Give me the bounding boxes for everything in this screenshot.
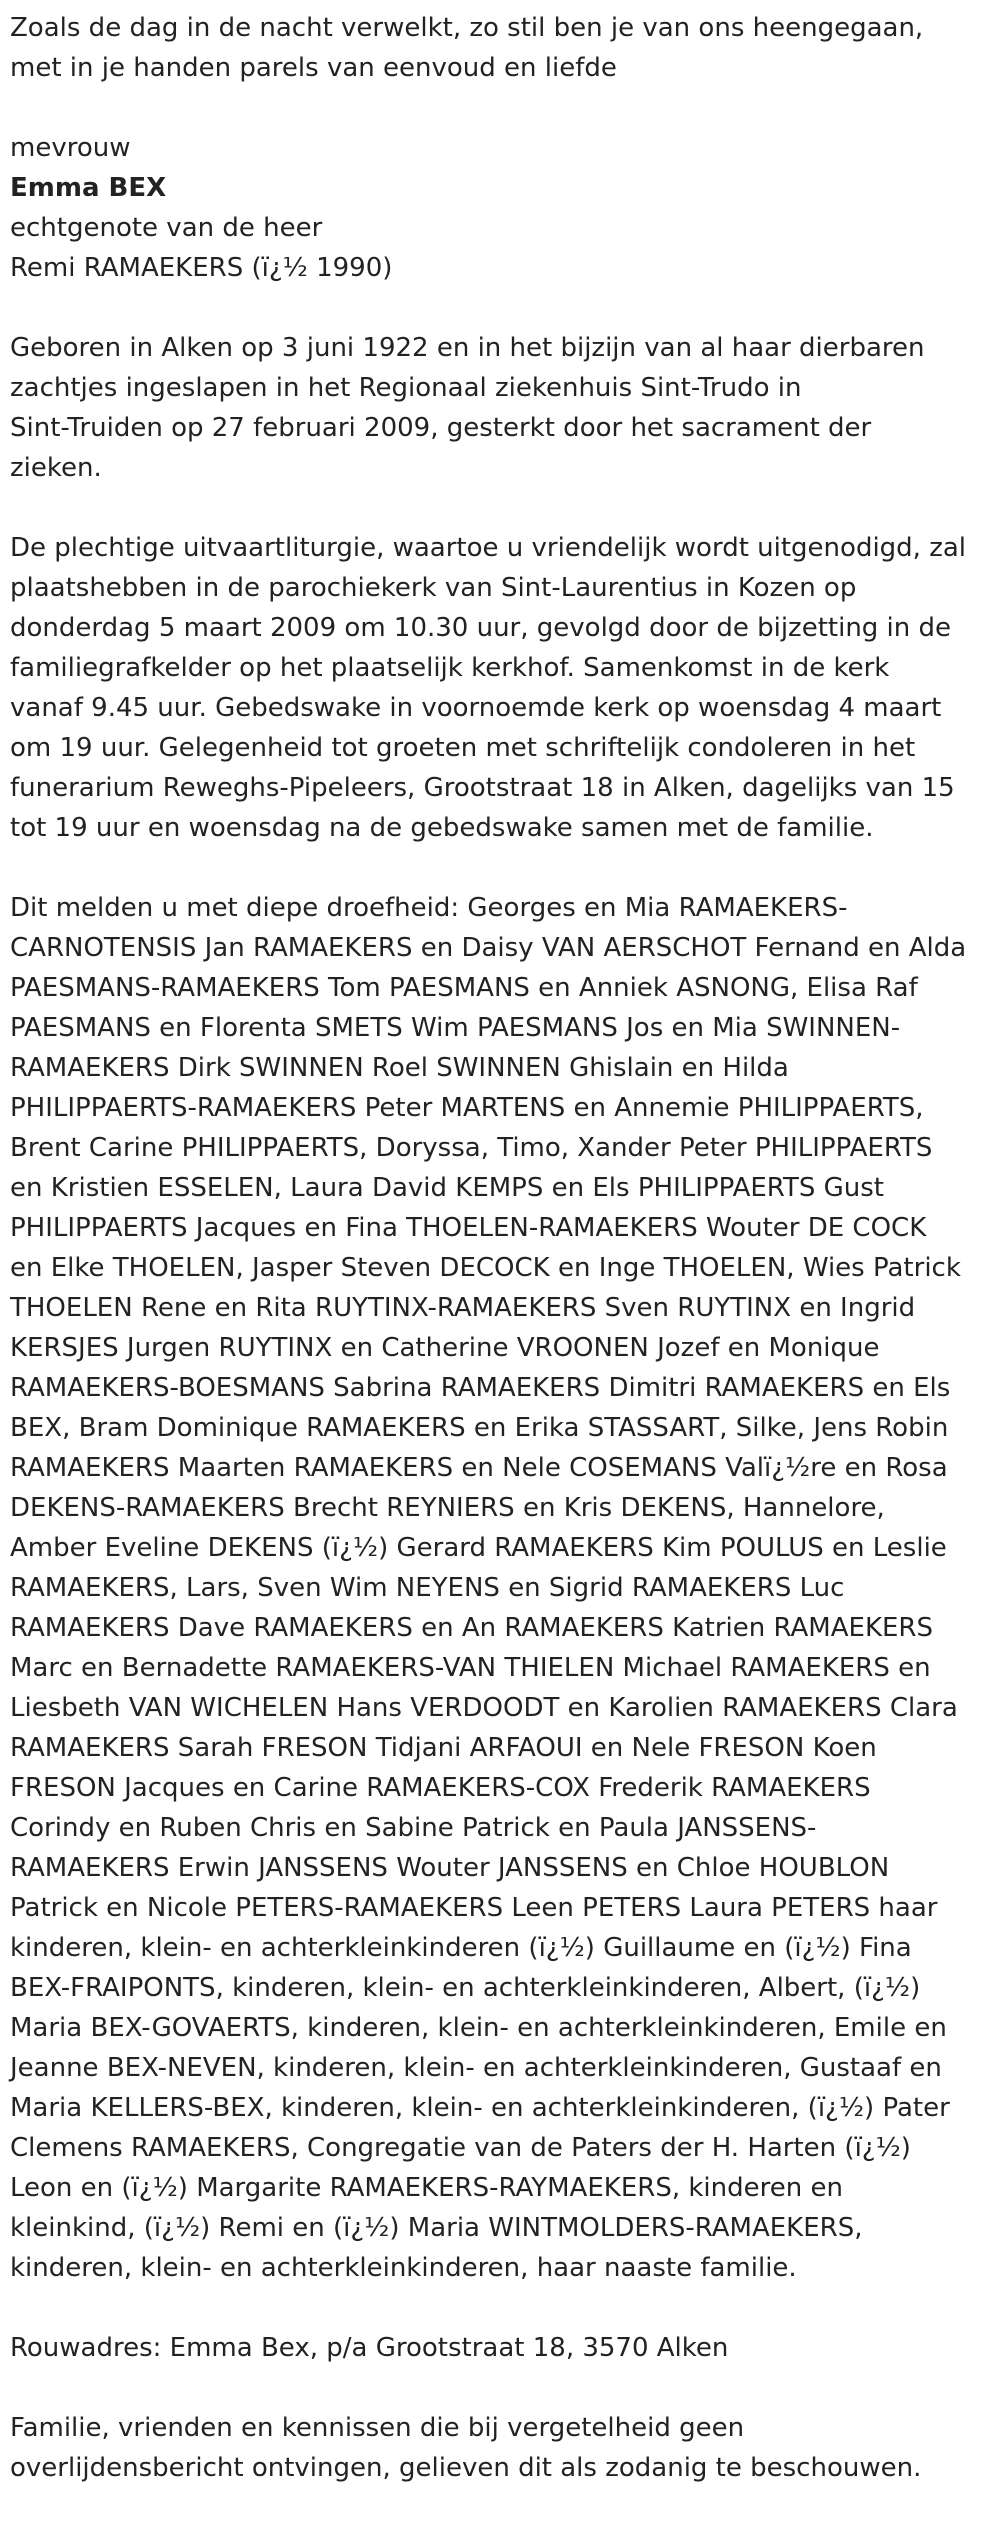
text-line: Corindy en Ruben Chris en Sabine Patrick en Paula JANSSENS- [10, 1813, 817, 1843]
text-line: DEKENS-RAMAEKERS Brecht REYNIERS en Kris DEKENS, Hannelore, [10, 1493, 885, 1523]
text-line: RAMAEKERS Sarah FRESON Tidjani ARFAOUI en Nele FRESON Koen [10, 1733, 877, 1763]
text-line: Zoals de dag in de nacht verwelkt, zo stil ben je van ons heengegaan, [10, 13, 924, 43]
text-line: Marc en Bernadette RAMAEKERS-VAN THIELEN Michael RAMAEKERS en [10, 1653, 931, 1683]
funeral-paragraph [10, 528, 990, 848]
text-line: kinderen, klein- en achterkleinkinderen, haar naaste familie. [10, 2253, 797, 2283]
text-line: Leon en (ï¿½) Margarite RAMAEKERS-RAYMAEKERS, kinderen en [10, 2173, 843, 2203]
text-line: Maria KELLERS-BEX, kinderen, klein- en achterkleinkinderen, (ï¿½) Pater [10, 2093, 950, 2123]
text-line: donderdag 5 maart 2009 om 10.30 uur, gevolgd door de bijzetting in de [10, 613, 952, 643]
text-line: en Kristien ESSELEN, Laura David KEMPS en Els PHILIPPAERTS Gust [10, 1173, 884, 1203]
text-line: vanaf 9.45 uur. Gebedswake in voornoemde kerk op woensdag 4 maart [10, 693, 942, 723]
text-line: THOELEN Rene en Rita RUYTINX-RAMAEKERS Sven RUYTINX en Ingrid [10, 1293, 916, 1323]
text-line: Amber Eveline DEKENS (ï¿½) Gerard RAMAEKERS Kim POULUS en Leslie [10, 1533, 947, 1563]
poem-paragraph [10, 8, 990, 88]
text-line: RAMAEKERS Maarten RAMAEKERS en Nele COSEMANS Valï¿½re en Rosa [10, 1453, 948, 1483]
text-line: Clemens RAMAEKERS, Congregatie van de Paters der H. Harten (ï¿½) [10, 2133, 911, 2163]
text-line: kleinkind, (ï¿½) Remi en (ï¿½) Maria WINTMOLDERS-RAMAEKERS, [10, 2213, 863, 2243]
text-line: RAMAEKERS Erwin JANSSENS Wouter JANSSENS en Chloe HOUBLON [10, 1853, 890, 1883]
text-line: Rouwadres: Emma Bex, p/a Grootstraat 18, 3570 Alken [10, 2333, 729, 2363]
text-line: PAESMANS-RAMAEKERS Tom PAESMANS en Anniek ASNONG, Elisa Raf [10, 973, 918, 1003]
text-line: FRESON Jacques en Carine RAMAEKERS-COX Frederik RAMAEKERS [10, 1773, 871, 1803]
text-line: Geboren in Alken op 3 juni 1922 en in het bijzijn van al haar dierbaren [10, 333, 925, 363]
deceased-block [10, 128, 990, 288]
text-line: en Elke THOELEN, Jasper Steven DECOCK en Inge THOELEN, Wies Patrick [10, 1253, 961, 1283]
text-line: CARNOTENSIS Jan RAMAEKERS en Daisy VAN AERSCHOT Fernand en Alda [10, 933, 967, 963]
text-line: PAESMANS en Florenta SMETS Wim PAESMANS Jos en Mia SWINNEN- [10, 1013, 901, 1043]
text-line: funerarium Reweghs-Pipeleers, Grootstraat 18 in Alken, dagelijks van 15 [10, 773, 955, 803]
text-line: RAMAEKERS Dave RAMAEKERS en An RAMAEKERS Katrien RAMAEKERS [10, 1613, 933, 1643]
mourners-paragraph [10, 888, 990, 2288]
text-line: Sint-Truiden op 27 februari 2009, gesterkt door het sacrament der [10, 413, 872, 443]
text-line: BEX-FRAIPONTS, kinderen, klein- en achterkleinkinderen, Albert, (ï¿½) [10, 1973, 921, 2003]
text-line: familiegrafkelder op het plaatselijk kerkhof. Samenkomst in de kerk [10, 653, 890, 683]
deceased-name: Emma BEX [10, 173, 167, 203]
text-line: Patrick en Nicole PETERS-RAMAEKERS Leen PETERS Laura PETERS haar [10, 1893, 938, 1923]
text-line: De plechtige uitvaartliturgie, waartoe u vriendelijk wordt uitgenodigd, zal [10, 533, 967, 563]
text-line: plaatshebben in de parochiekerk van Sint-Laurentius in Kozen op [10, 573, 857, 603]
text-line: RAMAEKERS-BOESMANS Sabrina RAMAEKERS Dimitri RAMAEKERS en Els [10, 1373, 951, 1403]
address-paragraph [10, 2328, 990, 2368]
deceased-relation: echtgenote van de heer [10, 213, 323, 243]
text-line: om 19 uur. Gelegenheid tot groeten met schriftelijk condoleren in het [10, 733, 916, 763]
birth-death-paragraph [10, 328, 990, 488]
text-line: Liesbeth VAN WICHELEN Hans VERDOODT en Karolien RAMAEKERS Clara [10, 1693, 958, 1723]
text-line: Familie, vrienden en kennissen die bij vergetelheid geen [10, 2413, 745, 2443]
text-line: Jeanne BEX-NEVEN, kinderen, klein- en achterkleinkinderen, Gustaaf en [10, 2053, 942, 2083]
text-line: met in je handen parels van eenvoud en liefde [10, 53, 617, 83]
deceased-title: mevrouw [10, 133, 131, 163]
text-line: zieken. [10, 453, 102, 483]
text-line: Dit melden u met diepe droefheid: Georges en Mia RAMAEKERS- [10, 893, 848, 923]
text-line: BEX, Bram Dominique RAMAEKERS en Erika STASSART, Silke, Jens Robin [10, 1413, 949, 1443]
text-line: tot 19 uur en woensdag na de gebedswake samen met de familie. [10, 813, 874, 843]
text-line: Maria BEX-GOVAERTS, kinderen, klein- en achterkleinkinderen, Emile en [10, 2013, 947, 2043]
text-line: PHILIPPAERTS Jacques en Fina THOELEN-RAMAEKERS Wouter DE COCK [10, 1213, 927, 1243]
text-line: zachtjes ingeslapen in het Regionaal ziekenhuis Sint-Trudo in [10, 373, 802, 403]
text-line: PHILIPPAERTS-RAMAEKERS Peter MARTENS en Annemie PHILIPPAERTS, [10, 1093, 924, 1123]
text-line: KERSJES Jurgen RUYTINX en Catherine VROONEN Jozef en Monique [10, 1333, 880, 1363]
deceased-spouse: Remi RAMAEKERS (ï¿½ 1990) [10, 253, 393, 283]
text-line: kinderen, klein- en achterkleinkinderen (ï¿½) Guillaume en (ï¿½) Fina [10, 1933, 912, 1963]
text-line: Brent Carine PHILIPPAERTS, Doryssa, Timo, Xander Peter PHILIPPAERTS [10, 1133, 933, 1163]
text-line: RAMAEKERS Dirk SWINNEN Roel SWINNEN Ghislain en Hilda [10, 1053, 789, 1083]
closing-paragraph [10, 2408, 990, 2488]
text-line: overlijdensbericht ontvingen, gelieven dit als zodanig te beschouwen. [10, 2453, 922, 2483]
text-line: RAMAEKERS, Lars, Sven Wim NEYENS en Sigrid RAMAEKERS Luc [10, 1573, 845, 1603]
